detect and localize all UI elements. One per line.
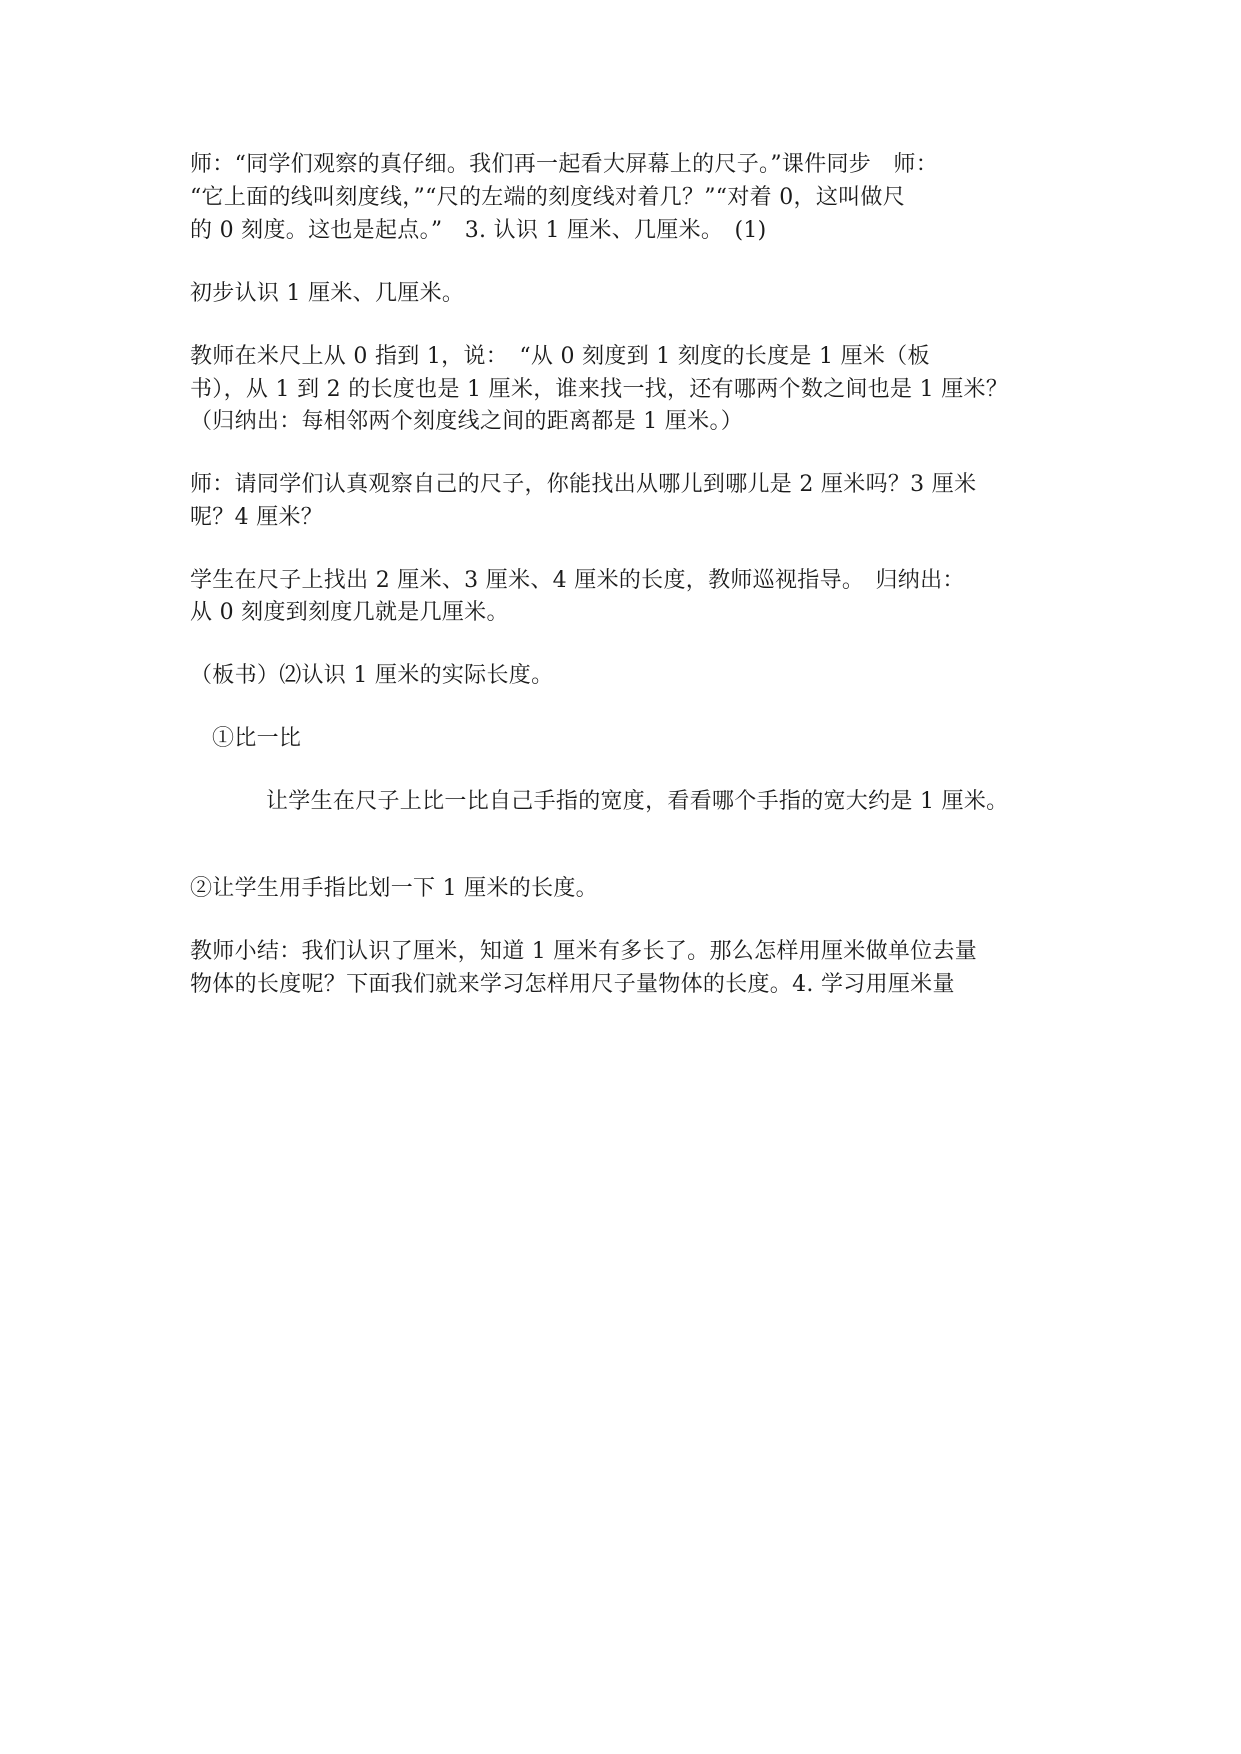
text-line: ①比一比 bbox=[212, 726, 302, 751]
text-line: 从 0 刻度到刻度几就是几厘米。 bbox=[190, 600, 509, 625]
text-line: 师：“同学们观察的真仔细。我们再一起看大屏幕上的尺子。”课件同步 师： bbox=[190, 152, 938, 177]
text-line: 学生在尺子上找出 2 厘米、3 厘米、4 厘米的长度，教师巡视指导。 归纳出： bbox=[190, 568, 965, 593]
text-line: （归纳出：每相邻两个刻度线之间的距离都是 1 厘米。） bbox=[190, 409, 744, 434]
text-line: 书），从 1 到 2 的长度也是 1 厘米，谁来找一找，还有哪两个数之间也是 1 厘米？ bbox=[190, 377, 1009, 402]
text-line: 物体的长度呢？下面我们就来学习怎样用尺子量物体的长度。4. 学习用厘米量 bbox=[190, 972, 955, 997]
text-line: 教师小结：我们认识了厘米，知道 1 厘米有多长了。那么怎样用厘米做单位去量 bbox=[190, 939, 978, 964]
text-line: 让学生在尺子上比一比自己手指的宽度，看看哪个手指的宽大约是 1 厘米。 bbox=[266, 789, 1009, 814]
text-line: 的 0 刻度。这也是起点。” 3. 认识 1 厘米、几厘米。 (1) bbox=[190, 218, 767, 243]
text-line: 师：请同学们认真观察自己的尺子，你能找出从哪儿到哪儿是 2 厘米吗？3 厘米 bbox=[190, 472, 977, 497]
text-line: ②让学生用手指比划一下 1 厘米的长度。 bbox=[190, 876, 598, 901]
text-line: （板书）⑵认识 1 厘米的实际长度。 bbox=[190, 663, 554, 688]
text-line: 教师在米尺上从 0 指到 1，说： “从 0 刻度到 1 刻度的长度是 1 厘米（板 bbox=[190, 344, 930, 369]
text-line: 呢？4 厘米？ bbox=[190, 505, 324, 530]
text-line: “它上面的线叫刻度线，”“尺的左端的刻度线对着几？”“对着 0，这叫做尺 bbox=[190, 185, 906, 210]
text-line: 初步认识 1 厘米、几厘米。 bbox=[190, 281, 465, 306]
